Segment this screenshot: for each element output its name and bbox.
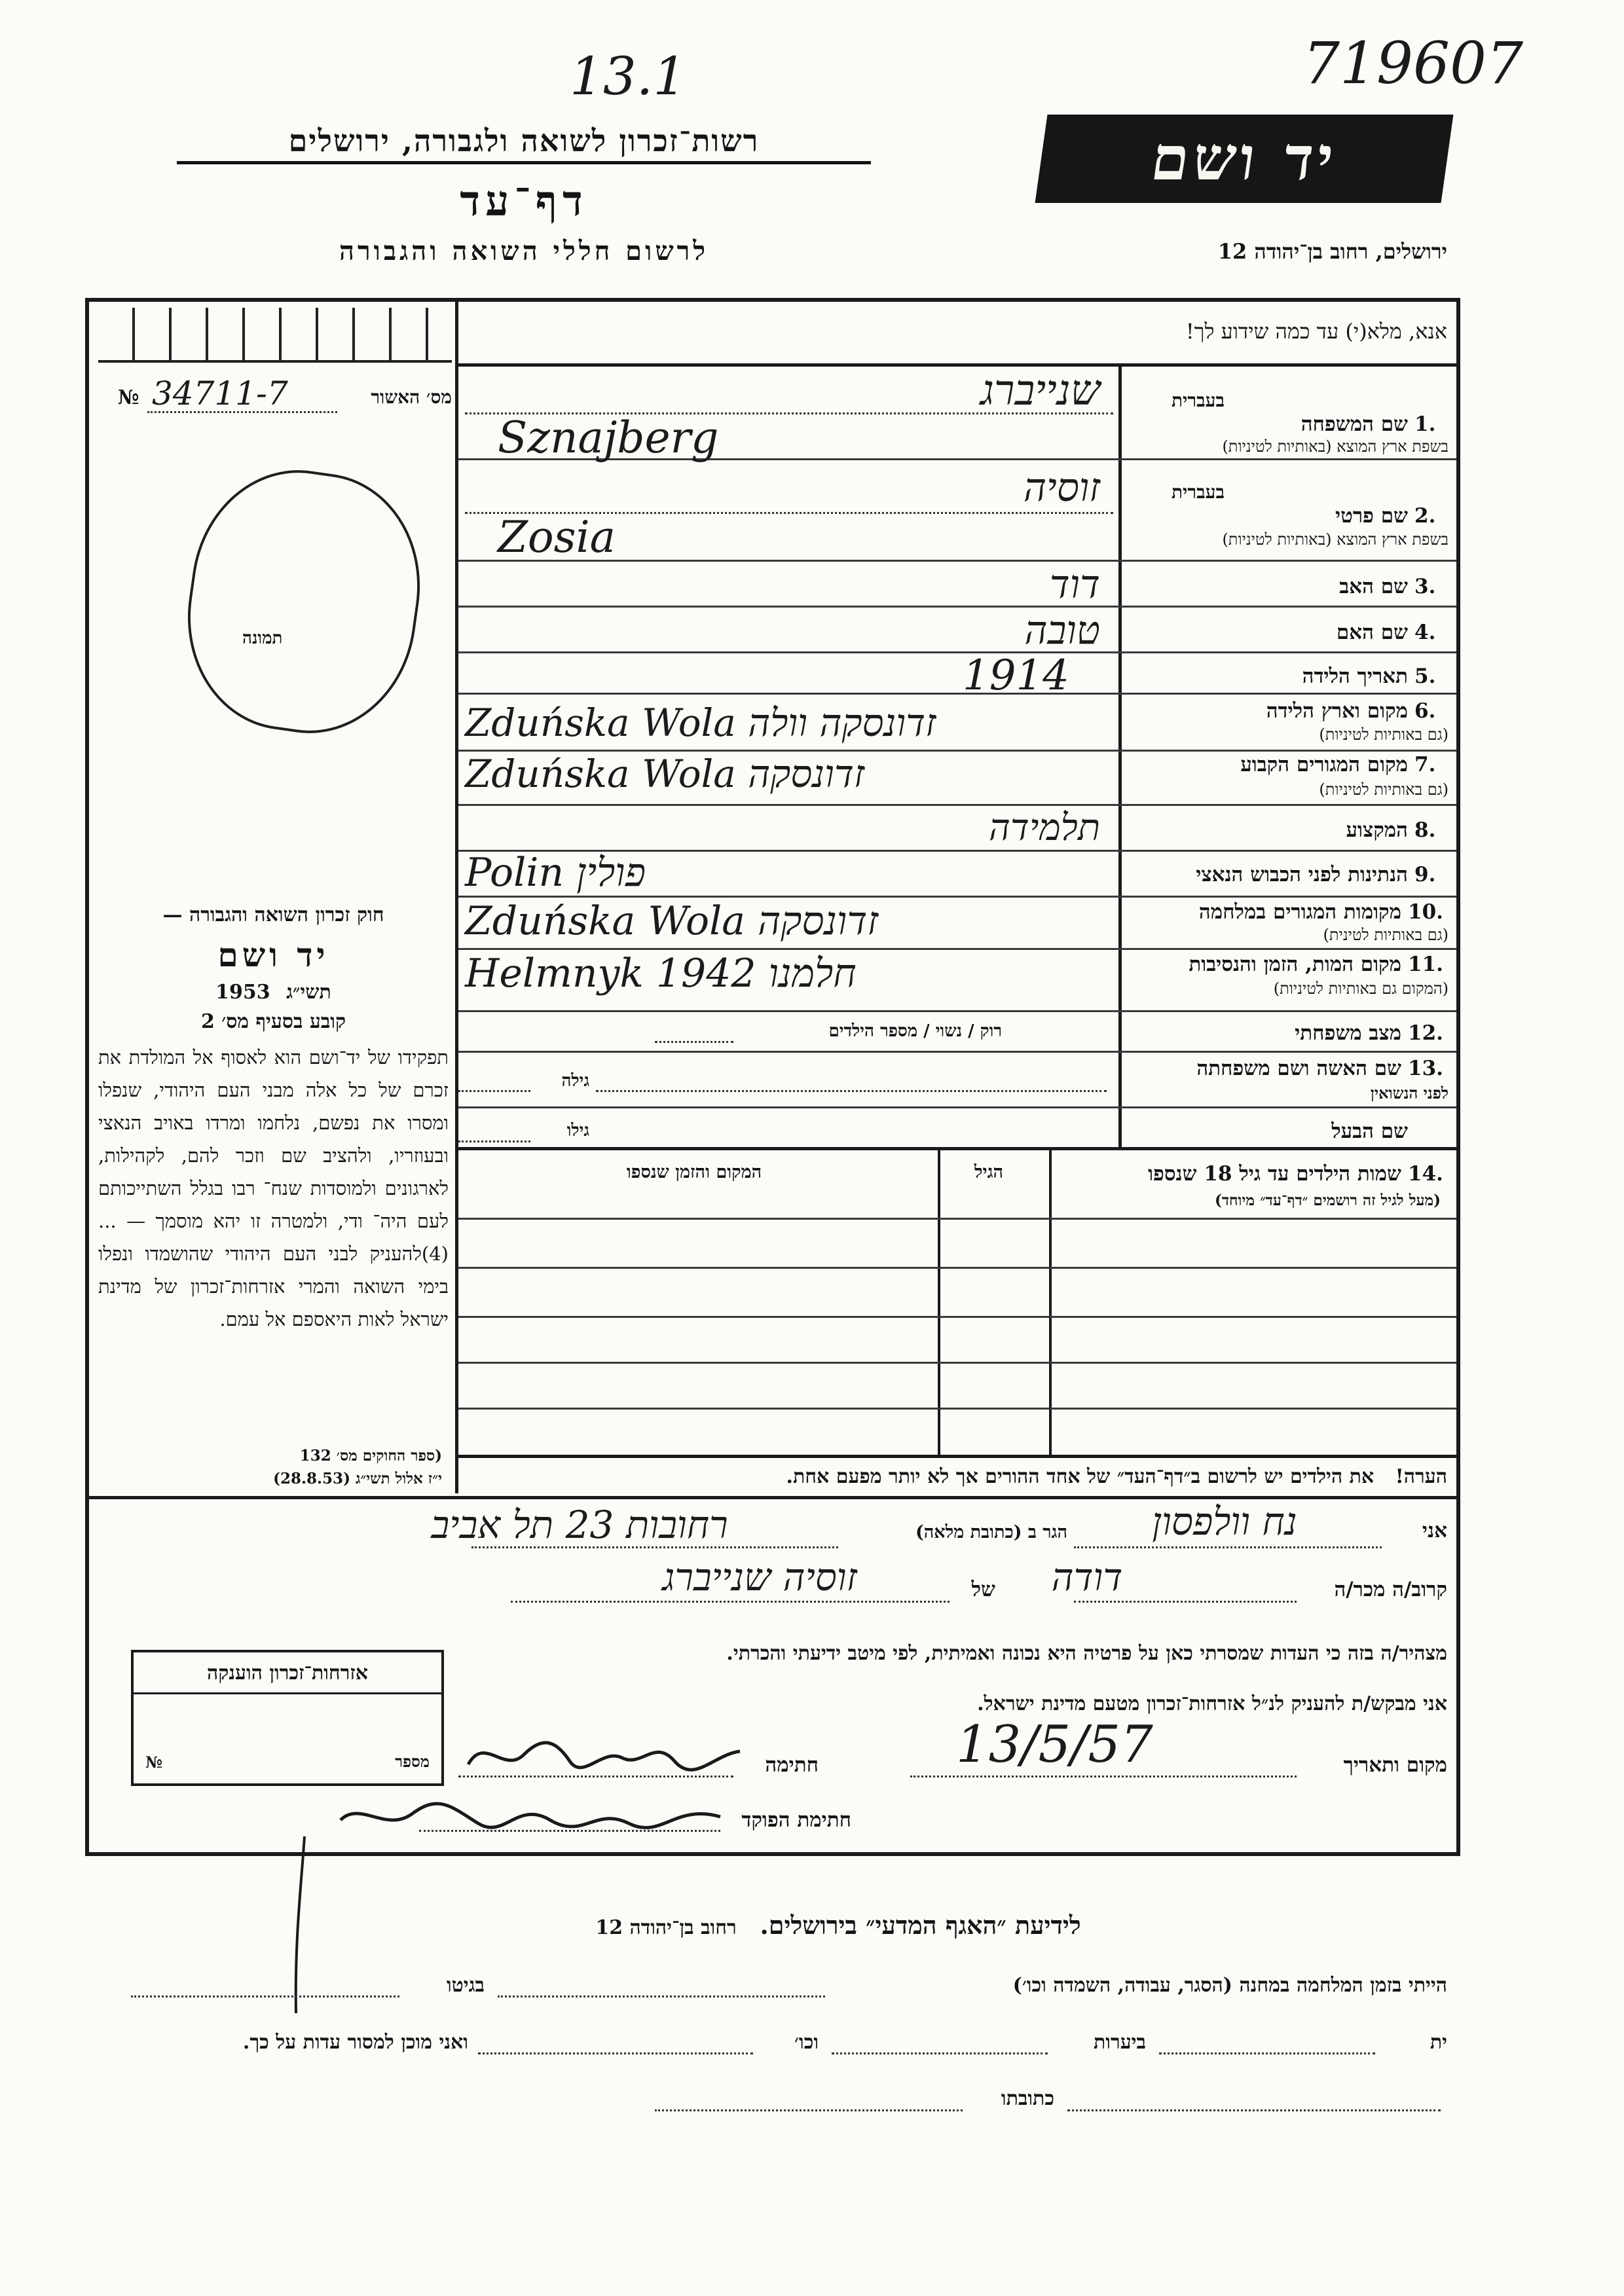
footer-forests-label: ביערות <box>1093 2031 1146 2054</box>
husband-age-line <box>458 1140 530 1142</box>
children-label: שמות הילדים עד גיל 18 שנספו <box>1148 1162 1401 1186</box>
pen-stroke <box>288 1833 314 2016</box>
approval-line <box>147 411 337 413</box>
col-hebrew-1: בעברית <box>1171 390 1225 411</box>
field-7-sub: (גם באותיות לטיניות) <box>1319 780 1449 799</box>
field-11-label: מקום המות, הזמן והנסיבות <box>1189 953 1401 976</box>
citizenship-number-label: מספר <box>395 1752 430 1771</box>
decl-resident-label: הגר ב (כתובת מלאה) <box>915 1522 1067 1542</box>
approval-label: מס׳ האשור <box>371 386 452 408</box>
law-panel <box>98 903 449 1336</box>
field-12-number: 12. <box>1408 1021 1443 1045</box>
field-13-age-label: גילה <box>561 1071 589 1091</box>
children-row-1 <box>458 1218 1456 1220</box>
footer-heading-text: לידיעת ״האגף המדעי״ בירושלים. <box>760 1910 1081 1940</box>
officer-signature <box>334 1787 727 1846</box>
authority-title: רשות־זכרון לשואה ולגבורה, ירושלים <box>177 123 871 164</box>
field-6-sub: (גם באותיות לטיניות) <box>1319 725 1449 744</box>
field-6-number: 6. <box>1414 699 1436 723</box>
field-1-value-latin: Sznajberg <box>498 412 719 463</box>
form-title: דף־עד <box>460 177 588 226</box>
photo-label: תמונה <box>242 629 283 648</box>
frame-top <box>85 298 1460 302</box>
decl-place-date-line <box>910 1776 1297 1777</box>
footer-ghetto-label: בגיטו <box>446 1974 485 1997</box>
field-2-number: 2. <box>1414 504 1436 528</box>
field-11-number: 11. <box>1408 953 1443 976</box>
footer-camp-line <box>498 1995 825 1997</box>
note <box>465 1465 1447 1488</box>
label-column-divider <box>1118 367 1122 1149</box>
row-rule-13 <box>458 1106 1456 1108</box>
decl-officer-label: חתימת הפוקד <box>741 1808 851 1832</box>
children-row-2 <box>458 1267 1456 1269</box>
document-number: 719607 <box>1303 29 1523 97</box>
row-rule-7 <box>458 804 1456 806</box>
decl-i-line <box>1074 1546 1382 1548</box>
citizenship-title: אזרחות־זכרון הוענקה <box>134 1652 441 1694</box>
children-number: 14. <box>1408 1162 1443 1186</box>
husband-age-label: גילו <box>566 1121 589 1140</box>
field-10-sub: (גם באותיות לטינית) <box>1323 926 1449 944</box>
frame-left <box>85 298 89 1856</box>
field-9-label: הנתינות לפני הכבוש הנאצי <box>1196 863 1408 886</box>
decl-address-value: רחובות 23 תל אביב <box>431 1503 728 1547</box>
decl-relation-value: דודה <box>1051 1555 1123 1599</box>
field-4-number: 4. <box>1414 621 1436 644</box>
note-text: את הילדים יש לרשום ב״דף־העד״ של אחד ההורים אך לא יותר מפעם אחת. <box>786 1465 1375 1488</box>
footer-line-2-start: ית <box>1430 2031 1447 2054</box>
tick-marks <box>98 308 452 363</box>
left-column-divider <box>455 302 458 1493</box>
decl-signature-label: חתימה <box>765 1753 819 1777</box>
children-bottom <box>458 1455 1456 1458</box>
footer-line-2-end: ואני מוכן למסור עדות על כך. <box>242 2031 468 2054</box>
field-4-value: טובה <box>1024 608 1100 653</box>
field-1-value-he: שנייברג <box>980 367 1100 415</box>
field-13-number: 13. <box>1408 1057 1443 1080</box>
children-place-header: המקום והזמן שנספו <box>626 1162 762 1182</box>
wife-name-line <box>596 1090 1107 1092</box>
field-3-number: 3. <box>1414 575 1436 598</box>
field-10-label: מקומות המגורים במלחמה <box>1198 900 1401 924</box>
footer-address: רחוב בן־יהודה 12 <box>595 1916 737 1939</box>
form-purpose: לרשום חללי השואה והגבורה <box>339 236 709 266</box>
field-7-label: מקום המגורים הקבוע <box>1240 753 1408 776</box>
field-5-value: 1914 <box>963 651 1069 700</box>
field-13-sub: לפני הנשואין <box>1370 1084 1449 1102</box>
law-year-he: תשי״ג <box>286 981 331 1004</box>
footer-line-1: הייתי בזמן המלחמה במחנה (הסגר, עבודה, השמדה וכו׳) <box>1012 1974 1447 1997</box>
wife-age-line <box>458 1090 530 1092</box>
field-8-value: תלמידה <box>989 807 1100 849</box>
field-12-label: מצב משפחתי <box>1295 1021 1401 1045</box>
field-8-number: 8. <box>1414 818 1436 842</box>
law-year: 1953 <box>215 981 270 1004</box>
col-hebrew-2: בעברית <box>1171 481 1225 503</box>
photo-placeholder <box>173 457 435 747</box>
decl-statement: מצהיר/ה בזה כי העדות שמסרתי כאן על פרטיה היא נכונה ואמיתית, לפי מיטב ידיעתי והכרתי. <box>726 1642 1447 1665</box>
footer-line-2c <box>478 2052 753 2054</box>
row-rule-9 <box>458 896 1456 898</box>
decl-place-date-label: מקום ותאריך <box>1343 1753 1447 1777</box>
field-7-value: Zduńska Wola זדונסקה <box>465 752 865 796</box>
approval-number: 34711-7 <box>152 374 288 412</box>
field-2-label: שם פרטי <box>1335 504 1408 528</box>
children-count-line <box>655 1041 733 1043</box>
field-6-label: מקום וארץ הלידה <box>1266 699 1408 723</box>
decl-i-label: אני <box>1422 1519 1447 1542</box>
decl-of-line <box>511 1601 950 1603</box>
footer-heading <box>498 1910 1179 1941</box>
children-col-div-1 <box>1049 1150 1052 1458</box>
children-age-header: הגיל <box>974 1162 1004 1182</box>
law-name: יד ושם <box>217 936 329 974</box>
field-11-sub: (המקום גם באותיות לטיניות) <box>1273 979 1449 998</box>
decl-address-line <box>471 1546 838 1548</box>
top-stamp: 13.1 <box>570 46 687 107</box>
field-10-number: 10. <box>1408 900 1443 924</box>
row-rule-10 <box>458 948 1456 950</box>
header-address: ירושלים, רחוב בן־יהודה 12 <box>1217 239 1447 264</box>
children-row-5 <box>458 1408 1456 1410</box>
field-10-value: Zduńska Wola זדונסקה <box>465 898 879 944</box>
citizenship-box <box>131 1650 444 1786</box>
decl-of-value: זוסיה שנייברג <box>662 1555 857 1599</box>
citizenship-number-prefix: № <box>145 1753 163 1772</box>
field-6-value: Zduńska Wola זדונסקה וולה <box>465 701 936 745</box>
children-sub: (מעל לגיל זה רושמים ״דף־עד״ מיוחד) <box>1214 1192 1441 1209</box>
law-title: חוק זכרון השואה והגבורה — <box>162 903 384 926</box>
footer-line-2b <box>832 2052 1048 2054</box>
field-5-number: 5. <box>1414 665 1436 688</box>
children-row-3 <box>458 1316 1456 1318</box>
frame-right <box>1456 298 1460 1856</box>
decl-i-value: נח וולפסון <box>1152 1499 1297 1544</box>
footer-line-3b <box>655 2109 963 2111</box>
witness-signature <box>458 1728 747 1781</box>
field-4-label: שם האם <box>1336 621 1408 644</box>
decl-relation-label: קרוב/ה מכר/ה <box>1334 1578 1447 1601</box>
field-12-options: רוק / נשוי / מספר הילדים <box>828 1021 1002 1041</box>
field-8-label: המקצוע <box>1346 818 1408 842</box>
field-1-number: 1. <box>1414 412 1436 436</box>
field-3-label: שם האב <box>1339 575 1408 598</box>
law-ref-2: י״ז אלול תשי״ג (28.8.53) <box>273 1470 442 1487</box>
yad-vashem-logo: יד ושם <box>1035 115 1454 203</box>
decl-relation-line <box>1074 1601 1297 1603</box>
law-ref-1: (ספר החוקים מס׳ 132 <box>299 1447 442 1465</box>
field-3-value: דוד <box>1049 562 1100 608</box>
field-2-value-latin: Zosia <box>498 512 616 562</box>
footer-line-2a <box>1159 2052 1375 2054</box>
law-section: קובע בסעיף מס׳ 2 <box>200 1010 346 1033</box>
field-2-value-he: זוסיה <box>1023 465 1100 511</box>
field-7-number: 7. <box>1414 753 1436 776</box>
field-13-label: שם האשה ושם משפחתה <box>1196 1057 1401 1080</box>
footer-line-3a <box>1067 2109 1441 2111</box>
law-text: תפקידו של יד־ושם הוא לאסוף אל המולדת את זכרם של כל אלה מבני העם היהודי, שנפלו ומסרו את נפשם, נלחמו ומרדו באויב הנאצי ובעוזריו, ולהציב שם וזכר להם, לקהילות, לארגונים ולמוסדות שנח־ רבו בגלל השתייכותם לעם היה־ ודי, ולמטרה זו יהא מוסמך — ...(4)להעניק לבני העם היהודי שהושמדו ונפלו בימי השואה והמרי אזרחות־זכרון של מדינת ישראל לאות היאספם אל עמם. <box>98 1046 449 1330</box>
footer-ghetto-line <box>131 1995 399 1997</box>
row-rule-11 <box>458 1010 1456 1012</box>
field-11-value: Helmnyk 1942 חלמנו <box>465 951 857 996</box>
decl-request: אני מבקש/ת להעניק לנ״ל אזרחות־זכרון מטעם מדינת ישראל. <box>977 1692 1447 1715</box>
decl-of-label: של <box>971 1578 995 1601</box>
children-row-4 <box>458 1362 1456 1364</box>
field-2-sub: בשפת ארץ המוצא (באותיות לטיניות) <box>1222 530 1449 549</box>
row-rule-14 <box>458 1147 1456 1150</box>
husband-label: שם הבעל <box>1331 1120 1408 1143</box>
field-1-sub: בשפת ארץ המוצא (באותיות לטיניות) <box>1222 437 1449 456</box>
row-rule-12 <box>458 1051 1456 1053</box>
note-label: הערה! <box>1395 1465 1447 1488</box>
field-1-label: שם המשפחה <box>1301 412 1408 436</box>
footer-etc-label: וכו׳ <box>794 2031 819 2054</box>
footer-address-label: כתובתו <box>1001 2087 1054 2110</box>
row-rule-5 <box>458 693 1456 695</box>
field-5-label: תאריך הלידה <box>1302 665 1408 688</box>
children-col-div-2 <box>938 1150 940 1458</box>
approval-prefix: № <box>118 386 139 409</box>
field-9-value: Polin פולין <box>465 850 646 896</box>
decl-place-date-value: 13/5/57 <box>956 1715 1153 1774</box>
form-intro: אנא, מלא(י) עד כמה שידוע לך! <box>1185 319 1447 344</box>
field-9-number: 9. <box>1414 863 1436 886</box>
